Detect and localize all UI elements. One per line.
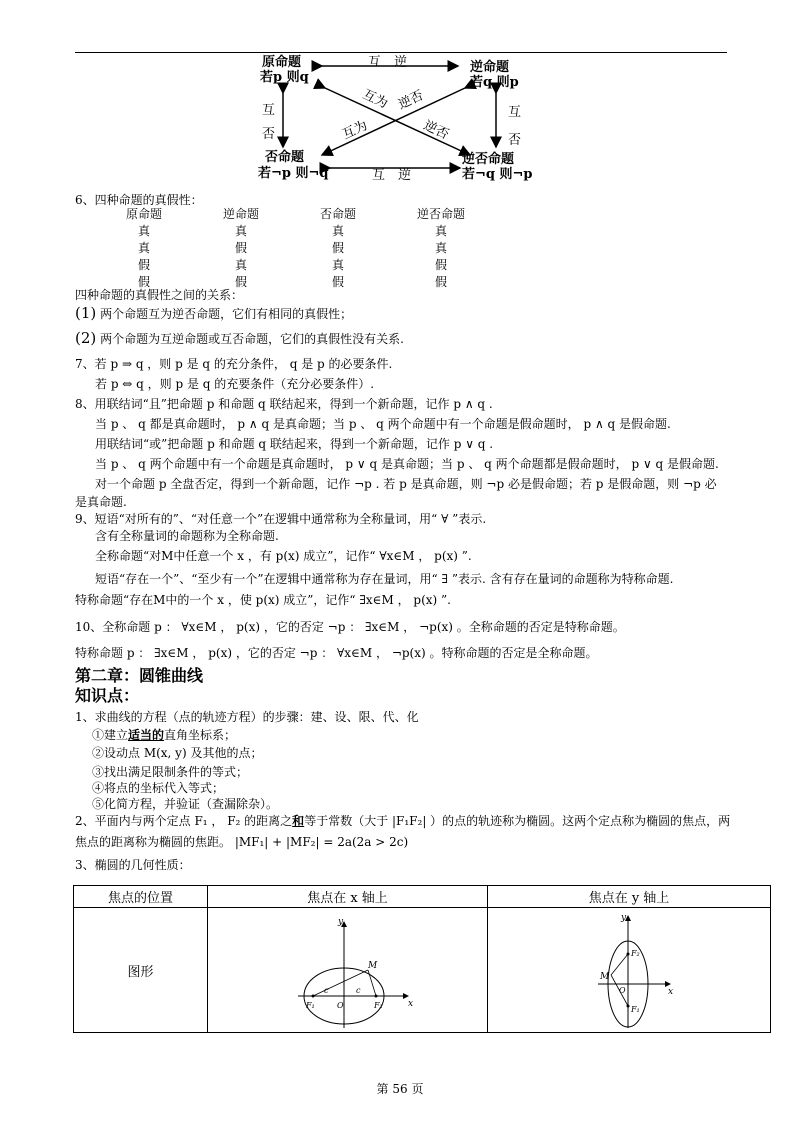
truth-cell: 真 [235, 258, 248, 272]
truth-cell: 真 [138, 241, 151, 255]
ellipse-properties-table [73, 885, 771, 1033]
table-row-label: 图形 [74, 908, 208, 1033]
step-5: ⑤化简方程，并验证（查漏除杂）。 [92, 797, 279, 811]
relation-heading: 四种命题的真假性之间的关系： [75, 288, 244, 302]
table-header-x-axis: 焦点在 x 轴上 [208, 886, 488, 908]
fig1-y-label: y [338, 917, 344, 927]
diagram-cross-label-1b: 逆否 [396, 88, 426, 113]
figure-y-axis-cell [488, 908, 771, 1033]
truth-cell: 假 [235, 275, 248, 289]
fig2-x-label: x [668, 987, 674, 997]
fig1-origin-label: O [337, 1001, 344, 1010]
section-9-line-5: 特称命题“存在M中的一个 x ，使 p(x) 成立”，记作“ ∃x∈M ， p(x) ”. [75, 593, 451, 607]
section-8-line-6: 是真命题. [75, 495, 127, 509]
diagram-top-edge-label: 互 逆 [368, 55, 408, 70]
truth-table-row [120, 222, 520, 239]
table-header-focus-position: 焦点的位置 [74, 886, 208, 908]
step-1-text-a: ①建立 [92, 728, 129, 742]
section-10-line-1: 10、全称命题 p ： ∀x∈M ， p(x) ，它的否定 ¬p ： ∃x∈M ， ¬p(x) 。全称命题的否定是特称命题。 [75, 620, 625, 634]
fig1-c-label-left: c [324, 986, 329, 995]
diagram-left-edge-label-1: 互 [262, 103, 276, 118]
table-row-figure [74, 908, 771, 1033]
fig1-c-label-right: c [356, 986, 361, 995]
point-number: (2) [75, 329, 97, 347]
fig1-f2-label: F₂ [374, 1001, 383, 1010]
truth-cell: 假 [235, 241, 248, 255]
section-9-line-4: 短语“存在一个”、“至少有一个”在逻辑中通常称为存在量词，用“ ∃ ”表示. 含有存在量词的命题称为特称命题. [95, 572, 674, 586]
figure-x-axis-cell [208, 908, 488, 1033]
section-9-line-1: 9、短语“对所有的”、“对任意一个”在逻辑中通常称为全称量词，用“ ∀ ”表示. [75, 512, 487, 526]
table-header-row [74, 886, 771, 908]
chapter-title: 第二章：圆锥曲线 [75, 666, 204, 685]
diagram-right-edge-label-2: 否 [508, 133, 522, 148]
truth-cell: 假 [435, 258, 448, 272]
table-header-y-axis: 焦点在 y 轴上 [488, 886, 771, 908]
diagram-converse-title: 逆命题 [470, 60, 510, 75]
step-4: ④将点的坐标代入等式； [92, 781, 225, 795]
diagram-cross-label-2b: 逆否 [421, 118, 451, 143]
section-6-heading: 6、四种命题的真假性： [75, 193, 203, 207]
proposition-diagram [240, 55, 570, 185]
fig2-f2-label: F₂ [631, 949, 640, 958]
section-9-line-2: 含有全称量词的命题称为全称命题. [95, 529, 279, 543]
diagram-left-edge-label-2: 否 [262, 127, 276, 142]
truth-cell: 真 [435, 224, 448, 238]
truth-cell: 真 [138, 224, 151, 238]
diagram-inverse-title: 否命题 [265, 150, 305, 165]
truth-cell: 假 [138, 258, 151, 272]
step-1 [92, 727, 236, 743]
truth-cell: 真 [332, 224, 345, 238]
step-3: ③找出满足限制条件的等式； [92, 765, 249, 779]
truth-cell: 假 [332, 241, 345, 255]
fig1-f1-label: F₁ [306, 1001, 315, 1010]
diagram-right-edge-label-1: 互 [508, 105, 522, 120]
diagram-original-title: 原命题 [262, 55, 302, 70]
knowledge-points-heading: 知识点： [75, 686, 140, 705]
section-8-line-2: 当 p 、 q 都是真命题时， p ∧ q 是真命题；当 p 、 q 两个命题中有一个命题是假命题时， p ∧ q 是假命题. [95, 417, 671, 431]
truth-header-cell: 否命题 [320, 207, 357, 221]
ellipse-def-a: 2、平面内与两个定点 F₁ ， F₂ 的距离之 [75, 814, 293, 828]
step-2: ②设动点 M(x, y) 及其他的点； [92, 746, 263, 760]
relation-point-2 [75, 330, 404, 347]
section-7-line-1: 7、若 p ⇒ q ，则 p 是 q 的充分条件， q 是 p 的必要条件. [75, 357, 393, 371]
header-rule [75, 52, 727, 53]
diagram-cross-label-2a: 互为 [340, 118, 370, 143]
ch2-section-2-line-2: 焦点的距离称为椭圆的焦距。 |MF₁| + |MF₂| = 2a(2a > 2c) [75, 835, 409, 849]
diagram-original-form: 若p 则q [260, 70, 309, 85]
truth-header-cell: 逆命题 [223, 207, 260, 221]
ellipse-def-emphasis: 和 [292, 814, 305, 828]
truth-table-row [120, 256, 520, 273]
truth-table [120, 205, 520, 290]
section-8-line-5: 对一个命题 p 全盘否定，得到一个新命题，记作 ¬p . 若 p 是真命题，则 ¬p 必是假命题；若 p 是假命题，则 ¬p 必 [95, 477, 717, 491]
truth-cell: 假 [435, 275, 448, 289]
fig1-m-label: M [368, 961, 378, 971]
diagram-contrapositive-title: 逆否命题 [462, 152, 515, 167]
truth-header-cell: 原命题 [126, 207, 163, 221]
diagram-cross-label-1a: 互为 [360, 87, 390, 112]
point-text: 两个命题为互逆命题或互否命题，它们的真假性没有关系. [100, 332, 404, 346]
section-8-line-1: 8、用联结词“且”把命题 p 和命题 q 联结起来，得到一个新命题，记作 p ∧ q . [75, 397, 493, 411]
section-8-line-3: 用联结词“或”把命题 p 和命题 q 联结起来，得到一个新命题，记作 p ∨ q . [95, 437, 494, 451]
diagram-converse-form: 若q 则p [470, 75, 519, 90]
fig2-m-label: M [600, 972, 610, 982]
truth-cell: 真 [235, 224, 248, 238]
fig1-x-label: x [408, 999, 414, 1009]
diagram-bottom-edge-label: 互 逆 [372, 168, 412, 183]
ellipse-y-axis-figure [488, 908, 770, 1032]
fig2-y-label: y [621, 913, 627, 923]
page-number: 第 56 页 [376, 1082, 424, 1096]
section-7-line-2: 若 p ⇔ q ，则 p 是 q 的充要条件（充分必要条件）. [95, 377, 375, 391]
point-number: (1) [75, 304, 97, 322]
ellipse-x-axis-figure [208, 908, 487, 1032]
point-text: 两个命题互为逆否命题，它们有相同的真假性； [100, 307, 353, 321]
truth-cell: 真 [332, 258, 345, 272]
truth-cell: 假 [332, 275, 345, 289]
step-1-emphasis: 适当的 [128, 728, 165, 742]
truth-cell: 假 [138, 275, 151, 289]
ch2-section-2-line-1 [75, 813, 730, 829]
diagram-contrapositive-form: 若¬q 则¬p [462, 167, 533, 182]
section-9-line-3: 全称命题“对M中任意一个 x ，有 p(x) 成立”，记作“ ∀x∈M ， p(x) ”. [95, 549, 472, 563]
truth-table-row [120, 239, 520, 256]
diagram-inverse-form: 若¬p 则¬q [258, 166, 329, 181]
fig2-f1-label: F₁ [631, 1005, 640, 1014]
relation-point-1 [75, 305, 352, 322]
truth-header-cell: 逆否命题 [417, 207, 466, 221]
section-8-line-4: 当 p 、 q 两个命题中有一个命题是真命题时， p ∨ q 是真命题；当 p 、 q 两个命题都是假命题时， p ∨ q 是假命题. [95, 457, 719, 471]
step-1-text-c: 直角坐标系； [164, 728, 237, 742]
fig2-origin-label: O [619, 986, 626, 995]
truth-cell: 真 [435, 241, 448, 255]
ellipse-def-c: 等于常数（大于 |F₁F₂| ）的点的轨迹称为椭圆。这两个定点称为椭圆的焦点，两 [304, 814, 731, 828]
ch2-section-1: 1、求曲线的方程（点的轨迹方程）的步骤：建、设、限、代、化 [75, 710, 419, 724]
ch2-section-3: 3、椭圆的几何性质： [75, 858, 191, 872]
section-10-line-2: 特称命题 p ： ∃x∈M ， p(x) ，它的否定 ¬p ： ∀x∈M ， ¬p(x) 。特称命题的否定是全称命题。 [75, 646, 598, 660]
truth-table-header [120, 205, 520, 222]
